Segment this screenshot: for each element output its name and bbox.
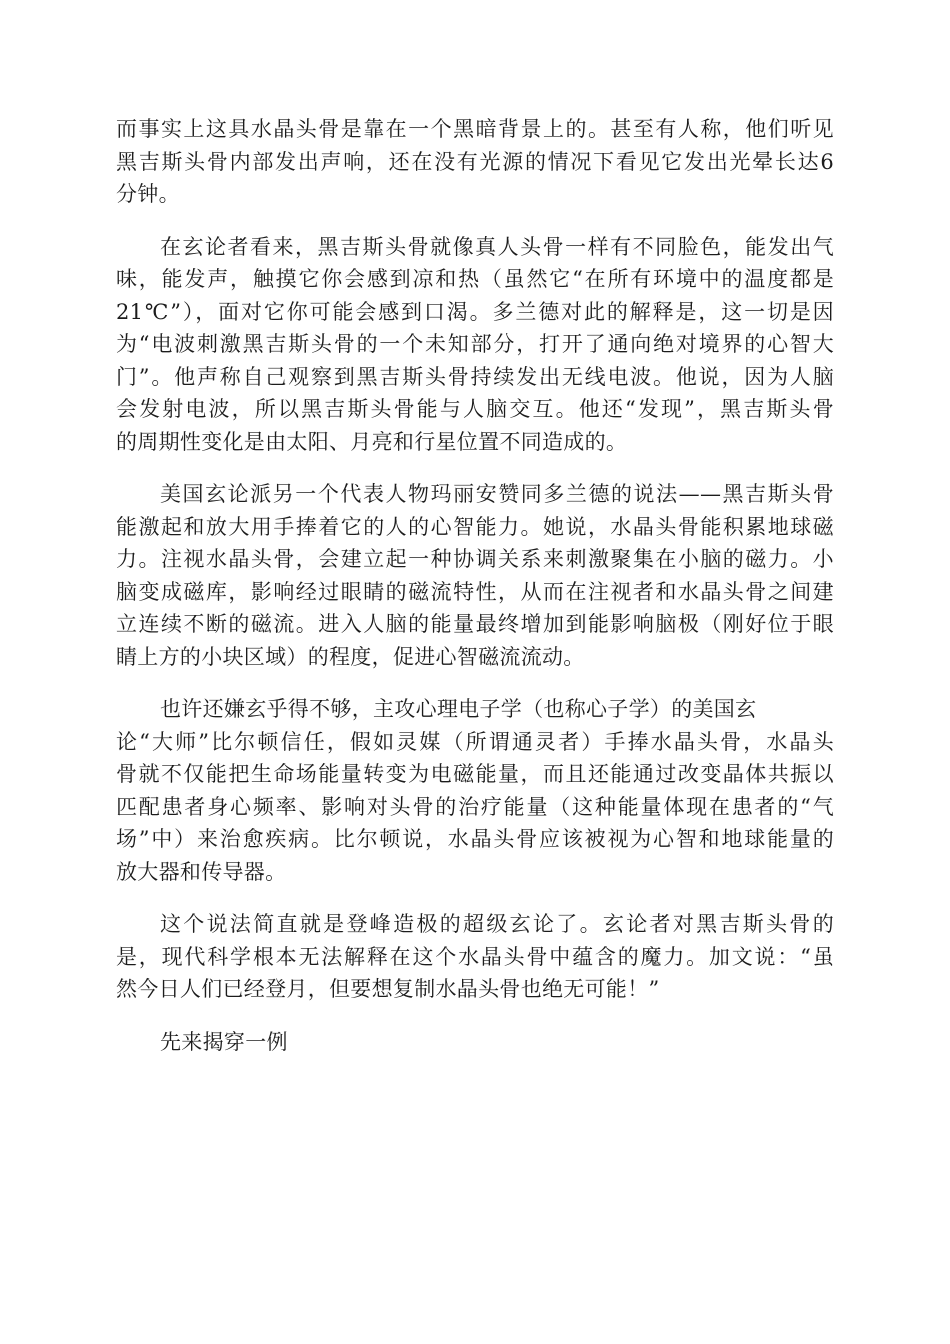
text-line: 在玄论者看来，黑吉斯头骨就像真人头骨一样有不同脸色，能发出气 (160, 234, 834, 259)
text-line: 匹配患者身心频率、影响对头骨的治疗能量（这种能量体现在患者的“气 (116, 794, 834, 819)
text-line: 场”中）来治愈疾病。比尔顿说，水晶头骨应该被视为心智和地球能量的 (116, 827, 834, 851)
text-line: 脑变成磁库，影响经过眼睛的磁流特性，从而在注视者和水晶头骨之间建 (116, 579, 834, 604)
text-line: 立连续不断的磁流。进入人脑的能量最终增加到能影响脑极（刚好位于眼 (116, 612, 834, 636)
text-line: 会发射电波，所以黑吉斯头骨能与人脑交互。他还“发现”，黑吉斯头骨 (116, 397, 834, 421)
text-line: 力。注视水晶头骨，会建立起一种协调关系来刺激聚集在小脑的磁力。小 (116, 547, 834, 571)
paragraph-6 (116, 1026, 834, 1059)
text-line: 也许还嫌玄乎得不够，主攻心理电子学（也称心子学）的美国玄 (160, 697, 757, 721)
text-line: 睛上方的小块区域）的程度，促进心智磁流流动。 (116, 644, 585, 669)
paragraph-3 (116, 478, 834, 673)
paragraph-5 (116, 908, 834, 1006)
text-line: 能激起和放大用手捧着它的人的心智能力。她说，水晶头骨能积累地球磁 (116, 514, 834, 539)
paragraph-4 (116, 693, 834, 888)
text-line: 骨就不仅能把生命场能量转变为电磁能量，而且还能通过改变晶体共振以 (116, 762, 834, 786)
text-line: 的周期性变化是由太阳、月亮和行星位置不同造成的。 (116, 429, 628, 454)
text-line: 味，能发声，触摸它你会感到凉和热（虽然它“在所有环境中的温度都是 (116, 267, 834, 291)
text-line: 放大器和传导器。 (116, 859, 287, 884)
text-line: 21℃”），面对它你可能会感到口渴。多兰德对此的解释是，这一切是因 (116, 299, 834, 324)
text-line: 然今日人们已经登月，但要想复制水晶头骨也绝无可能！” (116, 977, 660, 1001)
text-line: 为“电波刺激黑吉斯头骨的一个未知部分，打开了通向绝对境界的心智大 (116, 332, 834, 356)
text-line: 门”。他声称自己观察到黑吉斯头骨持续发出无线电波。他说，因为人脑 (116, 364, 834, 389)
text-line: 黑吉斯头骨内部发出声响，还在没有光源的情况下看见它发出光晕长达6 (116, 149, 834, 174)
text-line: 分钟。 (116, 182, 180, 206)
text-line: 论“大师”比尔顿信任，假如灵媒（所谓通灵者）手捧水晶头骨，水晶头 (116, 729, 834, 754)
text-line: 先来揭穿一例 (160, 1029, 288, 1054)
text-line: 而事实上这具水晶头骨是靠在一个黑暗背景上的。甚至有人称，他们听见 (116, 117, 834, 141)
paragraph-1 (116, 113, 834, 211)
paragraph-2 (116, 231, 834, 459)
text-line: 美国玄论派另一个代表人物玛丽安赞同多兰德的说法——黑吉斯头骨 (160, 482, 834, 506)
document-page (116, 113, 834, 1078)
text-line: 是，现代科学根本无法解释在这个水晶头骨中蕴含的魔力。加文说：“虽 (116, 944, 834, 969)
text-line: 这个说法简直就是登峰造极的超级玄论了。玄论者对黑吉斯头骨的 (160, 912, 834, 936)
